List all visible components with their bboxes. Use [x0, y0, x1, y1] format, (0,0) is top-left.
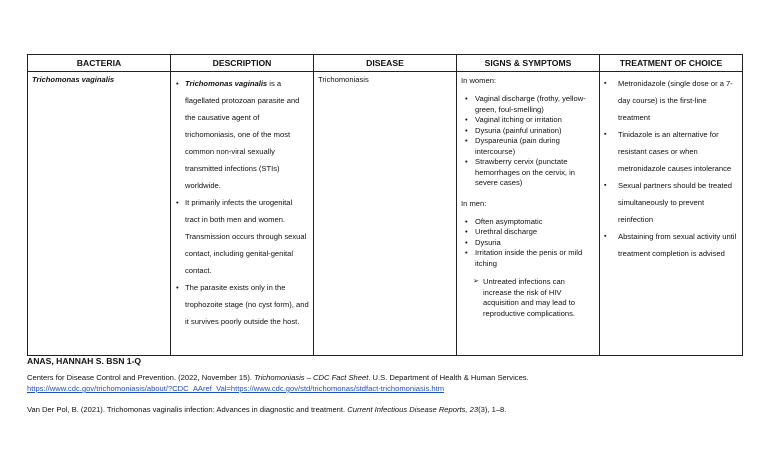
women-label: In women: — [461, 76, 497, 85]
signs-cell — [457, 72, 600, 356]
treatment-cell — [600, 72, 743, 356]
disease-name: Trichomoniasis — [318, 75, 369, 84]
list-item: • Trichomonas vaginalis is a flagellated protozoan parasite and the causative agent of trichomoniasis, one of the most common non-viral sexually transmitted infections (STIs) worldwide. — [175, 75, 309, 194]
reference-cdc: Centers for Disease Control and Prevention. (2022, November 15). Trichomoniasis – CDC Fact Sheet. U.S. Department of Health & Human Services. https://www.cdc.gov/trichomoniasis/about/?CDC_AAref_Val=https://www.cdc.gov/std/trichomonas/stdfact-trichomoniasis.htm — [27, 373, 529, 393]
bacteria-name: Trichomonas vaginalis — [32, 75, 115, 84]
list-item: • Dysuria (painful urination) — [465, 126, 595, 137]
header-disease: DISEASE — [314, 55, 457, 72]
list-item: • The parasite exists only in the trophozoite stage (no cyst form), and it survives poorly outside the host. — [175, 279, 309, 330]
header-signs-symptoms: SIGNS & SYMPTOMS — [457, 55, 600, 72]
reference-link[interactable]: https://www.cdc.gov/trichomoniasis/about/?CDC_AAref_Val=https://www.cdc.gov/std/trichomonas/stdfact-trichomoniasis.htm — [27, 384, 445, 393]
list-item: • It primarily infects the urogenital tract in both men and women. Transmission occurs through sexual contact, including genital-genital contact. — [175, 194, 309, 279]
list-item: • Irritation inside the penis or mild itching — [465, 248, 595, 269]
author-name: ANAS, HANNAH S. BSN 1-Q — [27, 356, 142, 366]
table-row — [28, 72, 743, 356]
list-item: • Vaginal discharge (frothy, yellow-green, foul-smelling) — [465, 94, 595, 115]
disease-cell — [314, 72, 457, 356]
list-item: ▪ Abstaining from sexual activity until treatment completion is advised — [604, 228, 738, 262]
info-table — [27, 54, 743, 356]
treatment-list — [604, 75, 738, 262]
reference-title: Trichomoniasis – CDC Fact Sheet — [254, 373, 369, 382]
description-cell — [171, 72, 314, 356]
list-item: • Strawberry cervix (punctate hemorrhages on the cervix, in severe cases) — [465, 157, 595, 189]
header-treatment: TREATMENT OF CHOICE — [600, 55, 743, 72]
complication-note: ➢ Untreated infections can increase the risk of HIV acquisition and may lead to reproductive complications. — [473, 277, 595, 319]
list-item: ▪ Metronidazole (single dose or a 7-day course) is the first-line treatment — [604, 75, 738, 126]
header-bacteria: BACTERIA — [28, 55, 171, 72]
list-item: • Urethral discharge — [465, 227, 595, 238]
description-list — [175, 75, 309, 330]
list-item: • Often asymptomatic — [465, 217, 595, 228]
men-label: In men: — [461, 198, 487, 208]
list-item: • Dysuria — [465, 238, 595, 249]
men-symptoms-list — [465, 217, 595, 270]
reference-journal: Current Infectious Disease Reports, 23 — [347, 405, 479, 414]
women-symptoms-list — [465, 94, 595, 189]
list-item: • Vaginal itching or irritation — [465, 115, 595, 126]
reference-van-der-pol: Van Der Pol, B. (2021). Trichomonas vaginalis infection: Advances in diagnostic and treatment. Current Infectious Disease Reports, 23(3), 1–8. — [27, 405, 507, 414]
header-description: DESCRIPTION — [171, 55, 314, 72]
list-item: ▪ Sexual partners should be treated simultaneously to prevent reinfection — [604, 177, 738, 228]
list-item: ▪ Tinidazole is an alternative for resistant cases or when metronidazole causes intolerance — [604, 126, 738, 177]
bacteria-cell — [28, 72, 171, 356]
header-row — [28, 55, 743, 72]
list-item: • Dyspareunia (pain during intercourse) — [465, 136, 595, 157]
